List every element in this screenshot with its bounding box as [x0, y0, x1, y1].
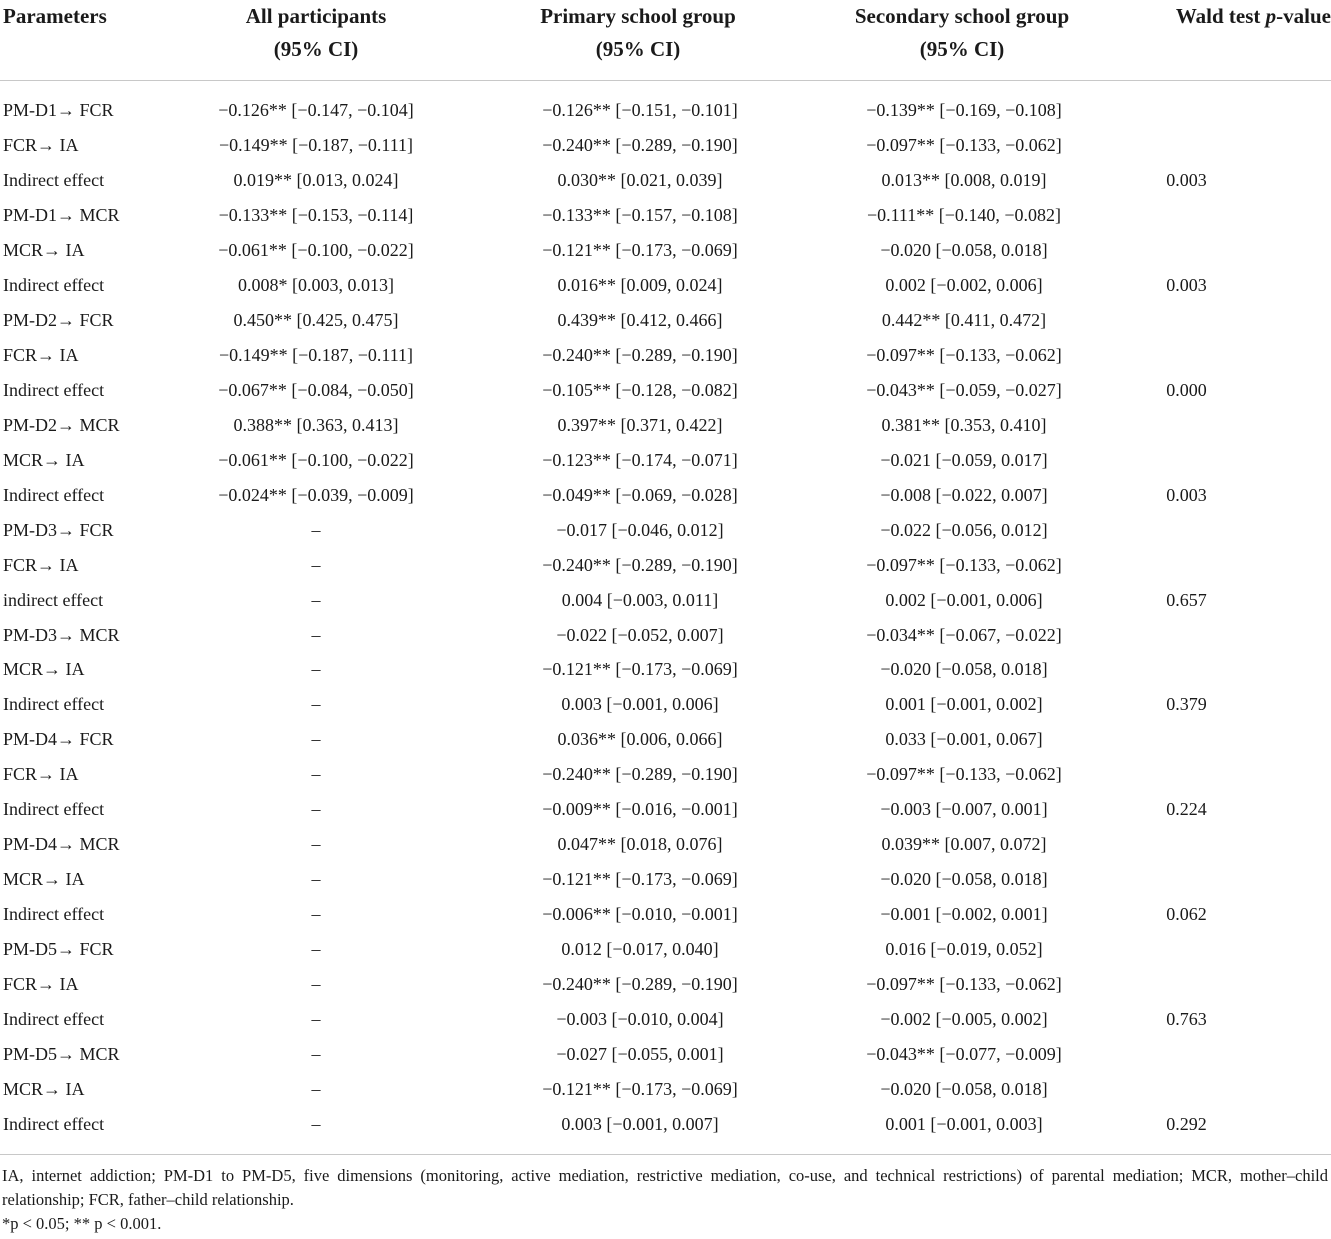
primary-school-cell: −0.240** [−0.289, −0.190]: [542, 345, 738, 366]
secondary-school-cell: −0.020 [−0.058, 0.018]: [880, 240, 1048, 261]
table-row: [0, 338, 1331, 373]
wald-p-value-cell: [1102, 547, 1331, 582]
header-secondary-school: Secondary school group (95% CI): [854, 4, 1070, 61]
parameter-cell: Indirect effect: [3, 1113, 105, 1134]
secondary-school-cell: −0.020 [−0.058, 0.018]: [880, 659, 1048, 680]
wald-p-value-cell: [1102, 512, 1331, 547]
wald-p-value-cell: 0.763: [1166, 1008, 1207, 1029]
wald-p-value-cell: [1102, 757, 1331, 792]
all-participants-cell: –: [311, 764, 321, 785]
parameter-cell: PM-D5→ MCR: [3, 1043, 120, 1064]
all-participants-cell: 0.388** [0.363, 0.413]: [233, 414, 399, 435]
all-participants-cell: −0.024** [−0.039, −0.009]: [218, 484, 414, 505]
wald-p-value-cell: 0.224: [1166, 799, 1207, 820]
primary-school-cell: 0.012 [−0.017, 0.040]: [561, 938, 719, 959]
all-participants-cell: –: [311, 869, 321, 890]
wald-p-value-cell: 0.003: [1166, 275, 1207, 296]
primary-school-cell: −0.126** [−0.151, −0.101]: [542, 100, 738, 121]
primary-school-cell: −0.027 [−0.055, 0.001]: [556, 1043, 724, 1064]
parameter-cell: PM-D4→ FCR: [3, 729, 114, 750]
secondary-school-cell: −0.022 [−0.056, 0.012]: [880, 519, 1048, 540]
wald-p-value-cell: 0.062: [1166, 904, 1207, 925]
header-wald-test: Wald test p-value: [1175, 4, 1331, 28]
table-row: [0, 303, 1331, 338]
secondary-school-cell: 0.039** [0.007, 0.072]: [881, 834, 1047, 855]
table-row: [0, 1071, 1331, 1106]
primary-school-cell: −0.240** [−0.289, −0.190]: [542, 135, 738, 156]
parameter-cell: MCR→ IA: [3, 869, 85, 890]
primary-school-cell: −0.017 [−0.046, 0.012]: [556, 519, 724, 540]
wald-p-value-cell: [1102, 617, 1331, 652]
parameter-cell: PM-D3→ FCR: [3, 519, 114, 540]
table-row: [0, 1036, 1331, 1071]
all-participants-cell: –: [311, 1043, 321, 1064]
secondary-school-cell: 0.442** [0.411, 0.472]: [881, 310, 1047, 331]
secondary-school-cell: −0.020 [−0.058, 0.018]: [880, 1078, 1048, 1099]
secondary-school-cell: −0.008 [−0.022, 0.007]: [880, 484, 1048, 505]
parameter-cell: MCR→ IA: [3, 240, 85, 261]
secondary-school-cell: −0.097** [−0.133, −0.062]: [866, 135, 1062, 156]
primary-school-cell: −0.121** [−0.173, −0.069]: [542, 1078, 738, 1099]
parameter-cell: FCR→ IA: [3, 345, 79, 366]
table-row: [0, 897, 1331, 932]
wald-p-value-cell: 0.657: [1166, 589, 1207, 610]
parameter-cell: PM-D1→ FCR: [3, 100, 114, 121]
parameter-cell: FCR→ IA: [3, 554, 79, 575]
secondary-school-cell: −0.021 [−0.059, 0.017]: [880, 449, 1048, 470]
primary-school-cell: −0.006** [−0.010, −0.001]: [542, 904, 738, 925]
primary-school-cell: −0.121** [−0.173, −0.069]: [542, 869, 738, 890]
all-participants-cell: –: [311, 1078, 321, 1099]
wald-p-value-cell: [1102, 862, 1331, 897]
parameter-cell: MCR→ IA: [3, 1078, 85, 1099]
parameter-cell: PM-D1→ MCR: [3, 205, 120, 226]
table-row: [0, 722, 1331, 757]
table-row: [0, 582, 1331, 617]
primary-school-cell: −0.240** [−0.289, −0.190]: [542, 554, 738, 575]
table-row: [0, 477, 1331, 512]
wald-p-value-cell: 0.292: [1166, 1113, 1207, 1134]
primary-school-cell: 0.003 [−0.001, 0.006]: [561, 694, 719, 715]
wald-p-value-cell: [1102, 198, 1331, 233]
secondary-school-cell: −0.097** [−0.133, −0.062]: [866, 973, 1062, 994]
header-all-participants: All participants (95% CI): [245, 4, 387, 61]
all-participants-cell: –: [311, 554, 321, 575]
secondary-school-cell: −0.043** [−0.077, −0.009]: [866, 1043, 1062, 1064]
table-row: [0, 862, 1331, 897]
all-participants-cell: −0.061** [−0.100, −0.022]: [218, 449, 414, 470]
table-row: [0, 128, 1331, 163]
primary-school-cell: −0.123** [−0.174, −0.071]: [542, 449, 738, 470]
all-participants-cell: –: [311, 589, 321, 610]
secondary-school-cell: −0.139** [−0.169, −0.108]: [866, 100, 1062, 121]
secondary-school-cell: −0.002 [−0.005, 0.002]: [880, 1008, 1048, 1029]
header-rule: [0, 80, 1331, 81]
results-table: [0, 93, 1331, 1141]
parameter-cell: Indirect effect: [3, 904, 105, 925]
parameter-cell: MCR→ IA: [3, 659, 85, 680]
wald-p-value-cell: 0.000: [1166, 379, 1207, 400]
wald-p-value-cell: [1102, 966, 1331, 1001]
table-row: [0, 93, 1331, 128]
all-participants-cell: −0.067** [−0.084, −0.050]: [218, 379, 414, 400]
wald-p-value-cell: [1102, 722, 1331, 757]
all-participants-cell: −0.126** [−0.147, −0.104]: [218, 100, 414, 121]
secondary-school-cell: −0.003 [−0.007, 0.001]: [880, 799, 1048, 820]
primary-school-cell: −0.003 [−0.010, 0.004]: [556, 1008, 724, 1029]
secondary-school-cell: −0.043** [−0.059, −0.027]: [866, 379, 1062, 400]
primary-school-cell: −0.133** [−0.157, −0.108]: [542, 205, 738, 226]
wald-p-value-cell: [1102, 303, 1331, 338]
primary-school-cell: 0.016** [0.009, 0.024]: [557, 275, 723, 296]
secondary-school-cell: −0.020 [−0.058, 0.018]: [880, 869, 1048, 890]
secondary-school-cell: −0.097** [−0.133, −0.062]: [866, 764, 1062, 785]
all-participants-cell: 0.019** [0.013, 0.024]: [233, 170, 399, 191]
primary-school-cell: −0.105** [−0.128, −0.082]: [542, 379, 738, 400]
all-participants-cell: 0.008* [0.003, 0.013]: [238, 275, 394, 296]
table-row: [0, 547, 1331, 582]
wald-p-value-cell: 0.379: [1166, 694, 1207, 715]
secondary-school-cell: 0.001 [−0.001, 0.003]: [885, 1113, 1043, 1134]
secondary-school-cell: −0.001 [−0.002, 0.001]: [880, 904, 1048, 925]
table-row: [0, 163, 1331, 198]
parameter-cell: Indirect effect: [3, 799, 105, 820]
all-participants-cell: –: [311, 729, 321, 750]
secondary-school-cell: 0.001 [−0.001, 0.002]: [885, 694, 1043, 715]
parameter-cell: indirect effect: [3, 589, 104, 610]
table-row: [0, 198, 1331, 233]
all-participants-cell: –: [311, 834, 321, 855]
parameter-cell: Indirect effect: [3, 1008, 105, 1029]
primary-school-cell: −0.121** [−0.173, −0.069]: [542, 659, 738, 680]
wald-p-value-cell: [1102, 93, 1331, 128]
table-row: [0, 932, 1331, 967]
primary-school-cell: −0.009** [−0.016, −0.001]: [542, 799, 738, 820]
all-participants-cell: −0.149** [−0.187, −0.111]: [218, 135, 414, 156]
wald-p-value-cell: [1102, 233, 1331, 268]
parameter-cell: FCR→ IA: [3, 764, 79, 785]
footnote-significance: *p < 0.05; ** p < 0.001.: [2, 1214, 162, 1233]
wald-p-value-cell: [1102, 1071, 1331, 1106]
table-row: [0, 407, 1331, 442]
primary-school-cell: −0.240** [−0.289, −0.190]: [542, 764, 738, 785]
parameter-cell: FCR→ IA: [3, 135, 79, 156]
primary-school-cell: 0.004 [−0.003, 0.011]: [561, 589, 719, 610]
wald-p-value-cell: [1102, 407, 1331, 442]
header-parameters: Parameters: [3, 4, 107, 28]
wald-p-value-cell: [1102, 128, 1331, 163]
wald-p-value-cell: [1102, 932, 1331, 967]
parameter-cell: Indirect effect: [3, 694, 105, 715]
wald-p-value-cell: 0.003: [1166, 484, 1207, 505]
primary-school-cell: 0.439** [0.412, 0.466]: [557, 310, 723, 331]
all-participants-cell: –: [311, 938, 321, 959]
table-header: [0, 0, 1331, 80]
table-row: [0, 233, 1331, 268]
all-participants-cell: −0.133** [−0.153, −0.114]: [218, 205, 414, 226]
table-row: [0, 1001, 1331, 1036]
all-participants-cell: –: [311, 1008, 321, 1029]
primary-school-cell: −0.049** [−0.069, −0.028]: [542, 484, 738, 505]
all-participants-cell: −0.149** [−0.187, −0.111]: [218, 345, 414, 366]
all-participants-cell: –: [311, 973, 321, 994]
parameter-cell: Indirect effect: [3, 484, 105, 505]
secondary-school-cell: 0.033 [−0.001, 0.067]: [885, 729, 1043, 750]
primary-school-cell: 0.047** [0.018, 0.076]: [557, 834, 723, 855]
primary-school-cell: 0.036** [0.006, 0.066]: [557, 729, 723, 750]
primary-school-cell: −0.121** [−0.173, −0.069]: [542, 240, 738, 261]
primary-school-cell: −0.022 [−0.052, 0.007]: [556, 624, 724, 645]
table-row: [0, 442, 1331, 477]
wald-p-value-cell: 0.003: [1166, 170, 1207, 191]
table-row: [0, 652, 1331, 687]
table-row: [0, 757, 1331, 792]
table-row: [0, 373, 1331, 408]
header-primary-school: Primary school group (95% CI): [540, 4, 736, 61]
wald-p-value-cell: [1102, 1036, 1331, 1071]
secondary-school-cell: −0.034** [−0.067, −0.022]: [866, 624, 1062, 645]
table-row: [0, 1106, 1331, 1141]
parameter-cell: PM-D3→ MCR: [3, 624, 120, 645]
table-row: [0, 966, 1331, 1001]
primary-school-cell: 0.030** [0.021, 0.039]: [557, 170, 723, 191]
all-participants-cell: 0.450** [0.425, 0.475]: [233, 310, 399, 331]
parameter-cell: MCR→ IA: [3, 449, 85, 470]
table-row: [0, 827, 1331, 862]
secondary-school-cell: 0.381** [0.353, 0.410]: [881, 414, 1047, 435]
table-row: [0, 687, 1331, 722]
secondary-school-cell: 0.002 [−0.001, 0.006]: [885, 589, 1043, 610]
parameter-cell: PM-D5→ FCR: [3, 938, 114, 959]
primary-school-cell: 0.003 [−0.001, 0.007]: [561, 1113, 719, 1134]
all-participants-cell: –: [311, 624, 321, 645]
all-participants-cell: –: [311, 659, 321, 680]
parameter-cell: PM-D4→ MCR: [3, 834, 120, 855]
table-row: [0, 792, 1331, 827]
secondary-school-cell: 0.013** [0.008, 0.019]: [881, 170, 1047, 191]
parameter-cell: Indirect effect: [3, 170, 105, 191]
secondary-school-cell: −0.097** [−0.133, −0.062]: [866, 554, 1062, 575]
table-body: [0, 93, 1331, 1141]
footnote-abbreviations: IA, internet addiction; PM-D1 to PM-D5, five dimensions (monitoring, active mediation, restrictive mediation, co-use, and technical restrictions) of parental mediation; MCR, mother–child relationship; FCR, father–child relationship.: [2, 1166, 1328, 1209]
all-participants-cell: –: [311, 799, 321, 820]
secondary-school-cell: −0.111** [−0.140, −0.082]: [866, 205, 1062, 226]
table-row: [0, 617, 1331, 652]
primary-school-cell: 0.397** [0.371, 0.422]: [557, 414, 723, 435]
parameter-cell: Indirect effect: [3, 275, 105, 296]
table-row: [0, 512, 1331, 547]
primary-school-cell: −0.240** [−0.289, −0.190]: [542, 973, 738, 994]
secondary-school-cell: −0.097** [−0.133, −0.062]: [866, 345, 1062, 366]
parameter-cell: Indirect effect: [3, 379, 105, 400]
footer-rule: [0, 1154, 1331, 1155]
wald-p-value-cell: [1102, 442, 1331, 477]
wald-p-value-cell: [1102, 652, 1331, 687]
wald-p-value-cell: [1102, 827, 1331, 862]
wald-p-value-cell: [1102, 338, 1331, 373]
all-participants-cell: −0.061** [−0.100, −0.022]: [218, 240, 414, 261]
all-participants-cell: –: [311, 1113, 321, 1134]
parameter-cell: PM-D2→ FCR: [3, 310, 114, 331]
parameter-cell: PM-D2→ MCR: [3, 414, 120, 435]
table-row: [0, 268, 1331, 303]
parameter-cell: FCR→ IA: [3, 973, 79, 994]
secondary-school-cell: 0.016 [−0.019, 0.052]: [885, 938, 1043, 959]
secondary-school-cell: 0.002 [−0.002, 0.006]: [885, 275, 1043, 296]
all-participants-cell: –: [311, 694, 321, 715]
all-participants-cell: –: [311, 904, 321, 925]
all-participants-cell: –: [311, 519, 321, 540]
